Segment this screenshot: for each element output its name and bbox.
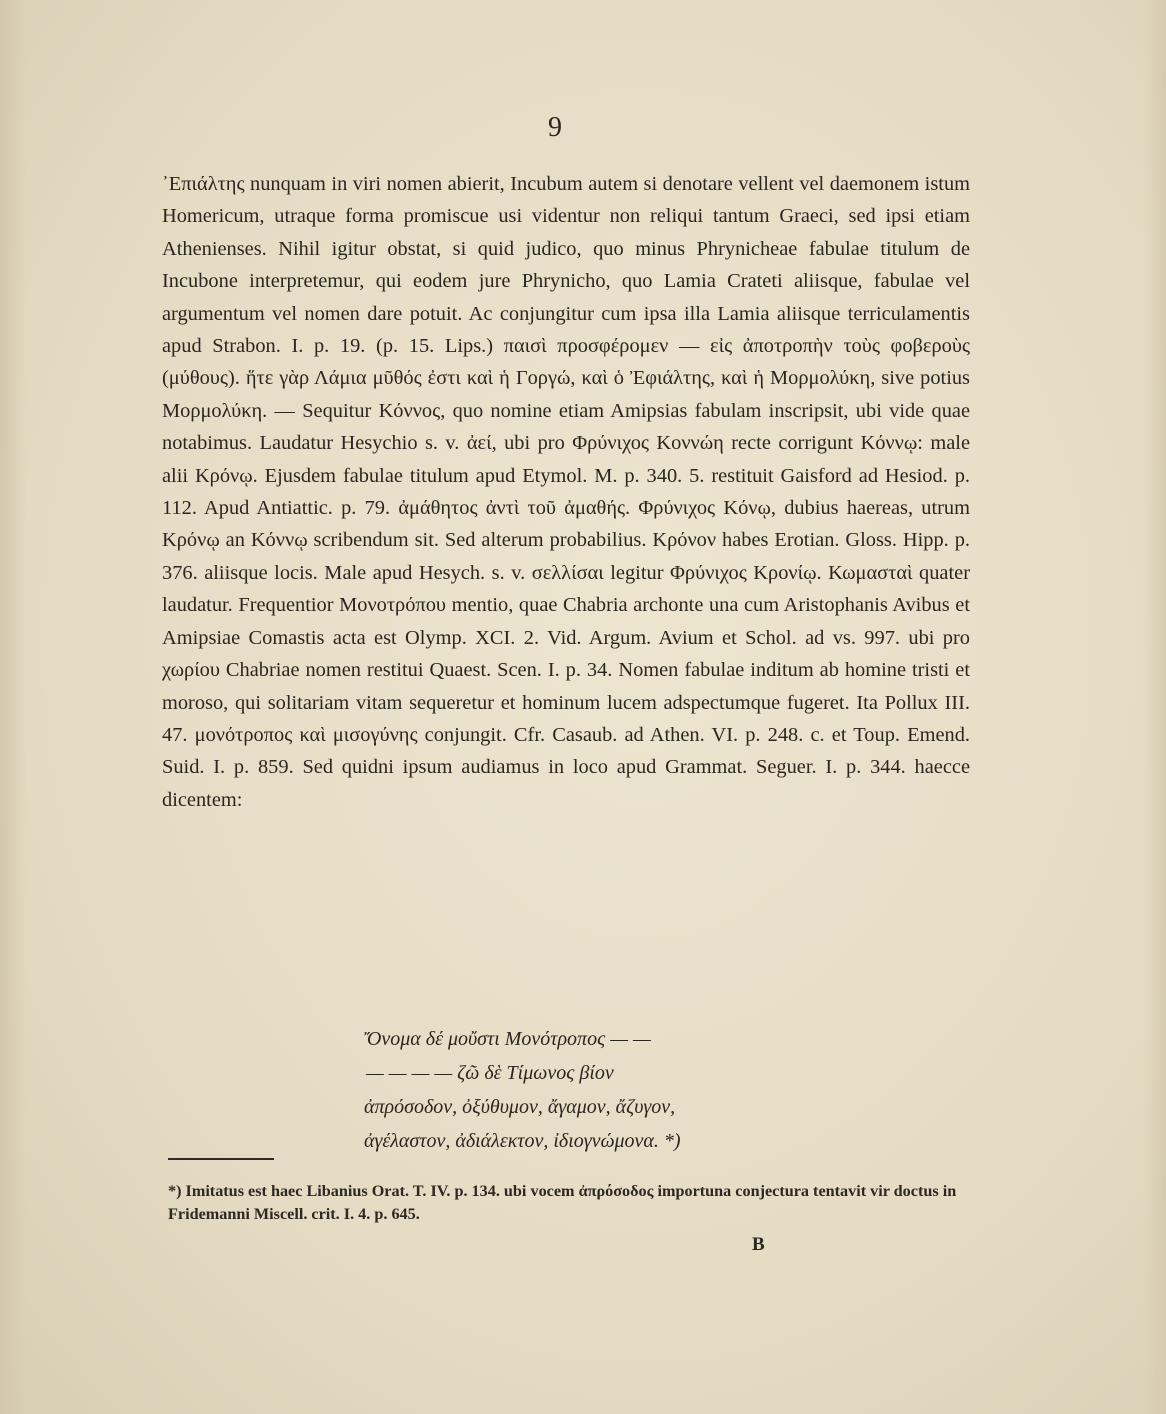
- signature-mark: B: [752, 1234, 765, 1255]
- verse-quotation: [364, 1022, 764, 1158]
- main-paragraph-text: ᾿Επιάλτης nunquam in viri nomen abierit, Incubum autem si denotare vellent vel daemonem istum Homericum, utraque forma promiscue usi videntur non reliqui tantum Graeci, sed ipsi etiam Athenienses. Nihil igitur obstat, si quid judico, quo minus Phrynicheae fabulae titulum de Incubone interpretemur, qui eodem jure Phrynicho, quo Lamia Crateti aliisque, fabulae vel argumentum vel nomen dare potuit. Ac conjungitur cum ipsa illa Lamia aliisque terriculamentis apud Strabon. I. p. 19. (p. 15. Lips.) παισὶ προσφέρομεν — εἰς ἀποτροπὴν τοὺς φοβεροὺς (μύθους). ἥτε γὰρ Λάμια μῦθός ἐστι καὶ ἡ Γοργώ, καὶ ὁ Ἐφιάλτης, καὶ ἡ Μορμολύκη, sive potius Μορμολύκη. — Sequitur Κόννος, quo nomine etiam Amipsias fabulam inscripsit, ubi vide quae notabimus. Laudatur Hesychio s. v. ἀεί, ubi pro Φρύνιχος Κοννώη recte corrigunt Κόννῳ: male alii Κρόνῳ. Ejusdem fabulae titulum apud Etymol. M. p. 340. 5. restituit Gaisford ad Hesiod. p. 112. Apud Antiattic. p. 79. ἀμάθητος ἀντὶ τοῦ ἀμαθής. Φρύνιχος Κόνῳ, dubius haereas, utrum Κρόνῳ an Κόννῳ scribendum sit. Sed alterum probabilius. Κρόνον habes Erotian. Gloss. Hipp. p. 376. aliisque locis. Male apud Hesych. s. v. σελλίσαι legitur Φρύνιχος Κρονίῳ. Κωμασταὶ quater laudatur. Frequentior Μονοτρόπου mentio, quae Chabria archonte una cum Aristophanis Avibus et Amipsiae Comastis acta est Olymp. XCI. 2. Vid. Argum. Avium et Schol. ad vs. 997. ubi pro χωρίου Chabriae nomen restitui Quaest. Scen. I. p. 34. Nomen fabulae inditum ab homine tristi et moroso, qui solitariam vitam sequeretur et hominum lucem adspectumque fugeret. Ita Pollux III. 47. μονότροπος καὶ μισογύνης conjungit. Cfr. Casaub. ad Athen. VI. p. 248. c. et Toup. Emend. Suid. I. p. 859. Sed quidni ipsum audiamus in loco apud Grammat. Seguer. I. p. 344. haecce dicentem:: [162, 173, 970, 811]
- verse-line: ἀγέλαστον, ἀδιάλεκτον, ἰδιογνώμονα. *): [364, 1130, 681, 1152]
- page-edge-left: [0, 0, 26, 1414]
- verse-line: Ὄνομα δέ μοὔστι Μονότροπος — —: [364, 1028, 651, 1050]
- verse-line: ἀπρόσοδον, ὀξύθυμον, ἄγαμον, ἄζυγον,: [364, 1096, 676, 1118]
- footnote-divider: [168, 1158, 274, 1160]
- footnote: *) Imitatus est haec Libanius Orat. T. IV. p. 134. ubi vocem ἀπρόσοδος importuna conjectura tentavit vir doctus in Fridemanni Miscell. crit. I. 4. p. 645.: [168, 1182, 957, 1223]
- main-paragraph: [162, 168, 970, 816]
- verse-line: — — — — ζῶ δὲ Τίμωνος βίον: [366, 1062, 614, 1084]
- page-edge-right: [1144, 0, 1166, 1414]
- page-number: 9: [548, 112, 562, 143]
